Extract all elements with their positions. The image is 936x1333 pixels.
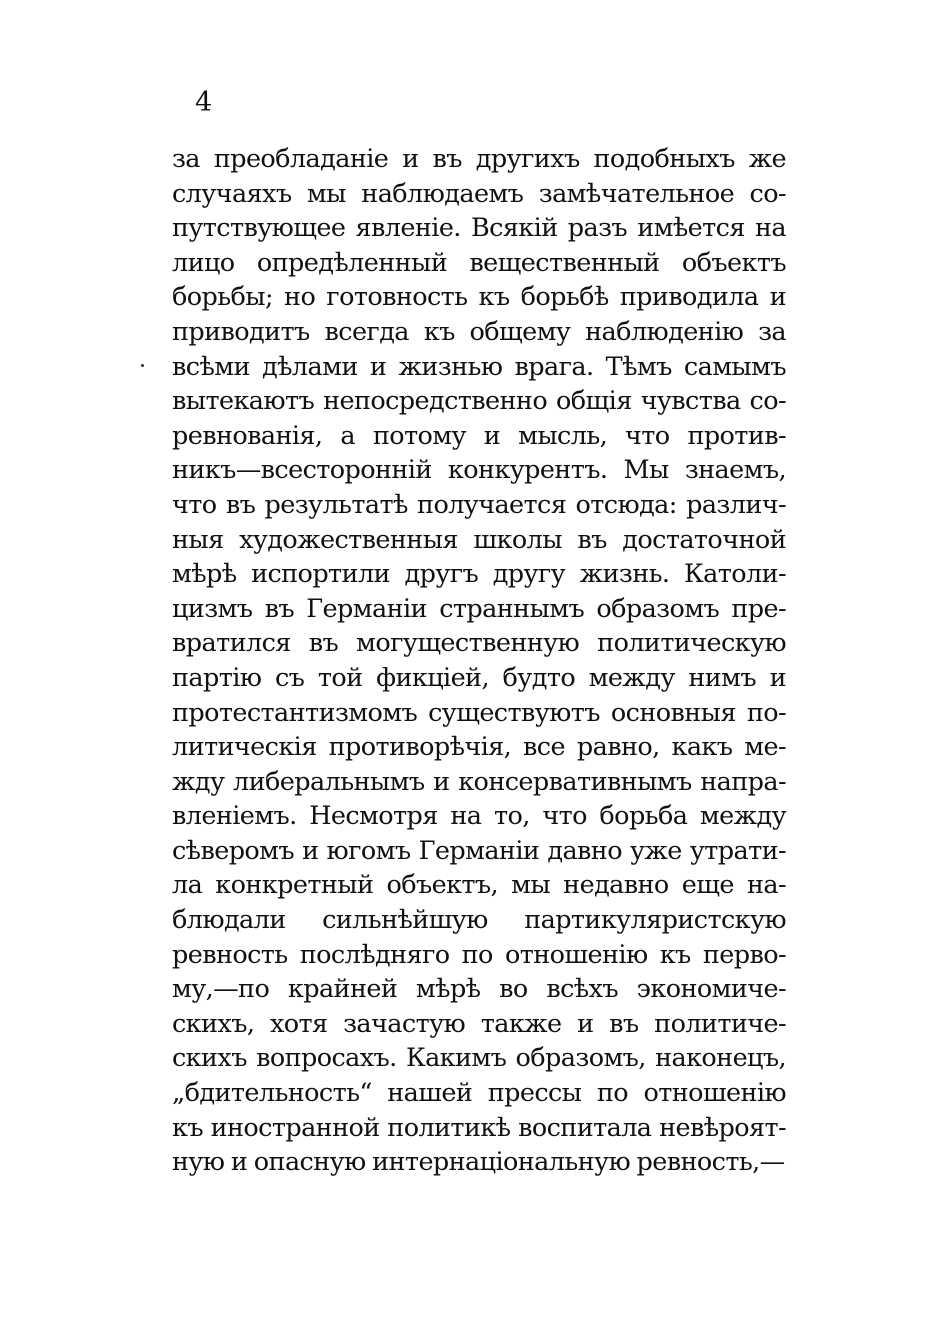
text-line: жду либеральнымъ и консервативнымъ напра- <box>172 766 786 797</box>
text-line: ревнованія, а потому и мысль, что против- <box>172 420 786 451</box>
text-line: ную и опасную интернаціональную ревность,— <box>172 1147 785 1178</box>
text-line: всѣми дѣлами и жизнью врага. Тѣмъ самымъ <box>172 351 786 382</box>
text-line: что въ результатѣ получается отсюда: различ- <box>172 489 786 520</box>
text-line: къ иностранной политикѣ воспитала невѣроят- <box>172 1112 786 1143</box>
text-line: ныя художественныя школы въ достаточной <box>172 524 786 555</box>
text-line: вленіемъ. Несмотря на то, что борьба между <box>172 801 786 832</box>
text-line: путствующее явленіе. Всякій разъ имѣется на <box>172 213 786 244</box>
text-line: литическія противорѣчія, все равно, какъ ме- <box>172 732 786 763</box>
text-line: партію съ той фикціей, будто между нимъ и <box>172 662 786 693</box>
text-line: скихъ, хотя зачастую также и въ политиче- <box>172 1008 786 1039</box>
text-line: случаяхъ мы наблюдаемъ замѣчательное со- <box>172 178 786 209</box>
text-line: за преобладаніе и въ другихъ подобныхъ же <box>172 144 786 174</box>
text-line: вытекаютъ непосредственно общія чувства со- <box>172 386 786 417</box>
text-line: ревность послѣдняго по отношенію къ перво- <box>172 939 786 970</box>
text-line: мѣрѣ испортили другъ другу жизнь. Католи- <box>172 559 786 590</box>
margin-mark <box>141 364 144 367</box>
text-line: сѣверомъ и югомъ Германіи давно уже утрати- <box>172 835 786 866</box>
text-line: протестантизмомъ существуютъ основныя по- <box>172 697 786 728</box>
text-line: цизмъ въ Германіи страннымъ образомъ пре- <box>172 593 786 624</box>
text-line: лицо опредѣленный вещественный объектъ <box>172 247 786 278</box>
text-line: му,—по крайней мѣрѣ во всѣхъ экономиче- <box>172 974 786 1005</box>
text-line: борьбы; но готовность къ борьбѣ приводила и <box>172 282 786 313</box>
text-line: ла конкретный объектъ, мы недавно еще на- <box>172 870 786 901</box>
text-line: блюдали сильнѣйшую партикуляристскую <box>172 905 786 936</box>
text-line: никъ—всесторонній конкурентъ. Мы знаемъ, <box>172 455 786 486</box>
text-line: скихъ вопросахъ. Какимъ образомъ, наконецъ, <box>172 1043 786 1074</box>
text-line: приводитъ всегда къ общему наблюденію за <box>172 316 786 347</box>
text-line: вратился въ могущественную политическую <box>172 628 786 659</box>
body-text <box>172 142 786 1180</box>
page-number: 4 <box>195 87 213 118</box>
text-line: „бдительность“ нашей прессы по отношенію <box>172 1078 786 1109</box>
